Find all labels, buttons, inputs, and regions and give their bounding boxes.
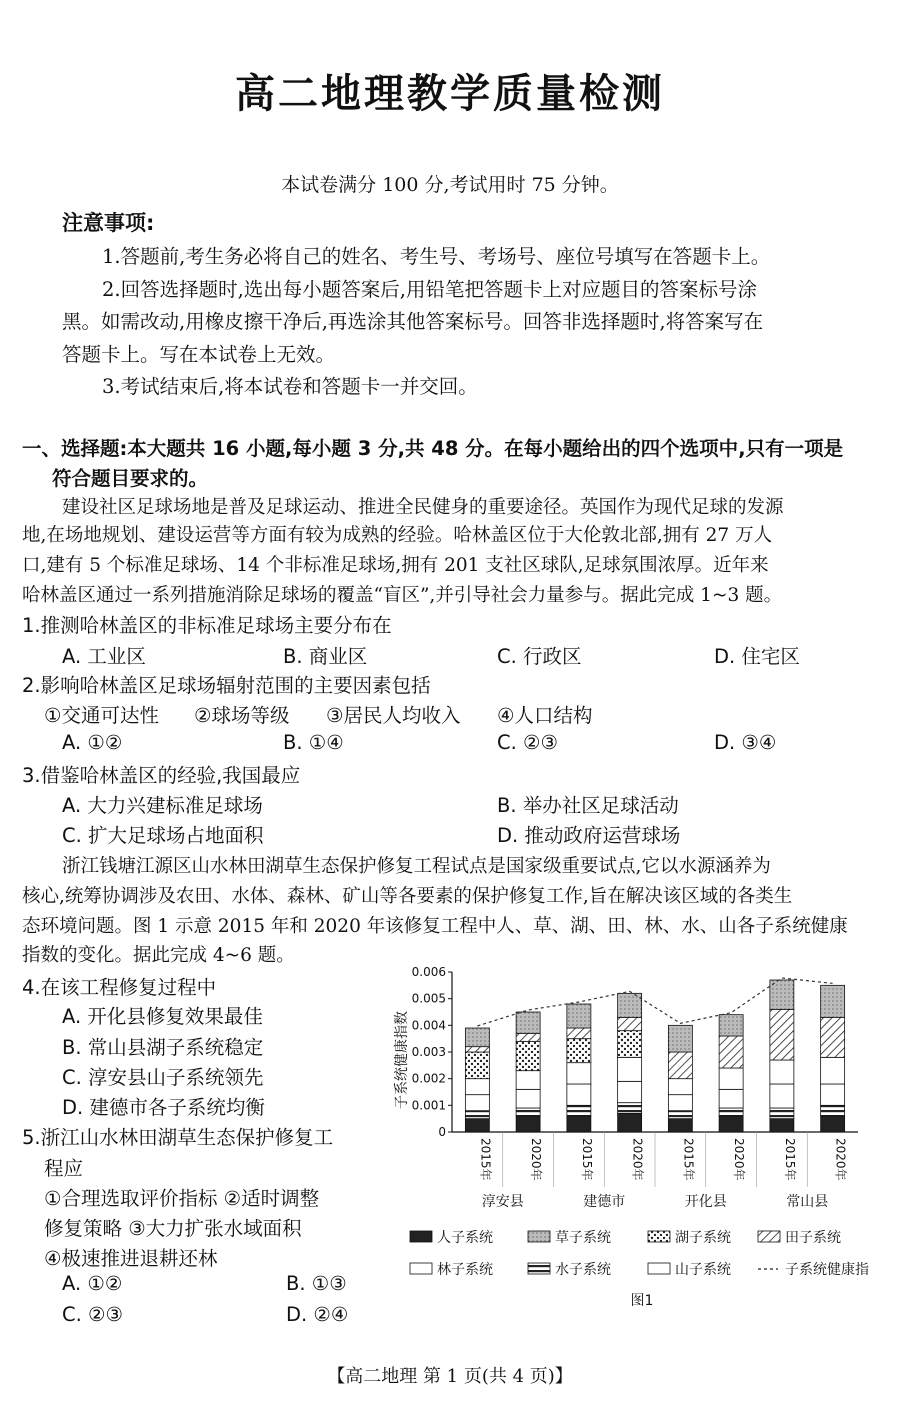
legend-label: 草子系统 (555, 1230, 611, 1246)
bar-segment (668, 1095, 692, 1111)
legend-swatch (528, 1263, 550, 1274)
legend-label: 林子系统 (437, 1262, 493, 1278)
y-tick-label: 0.003 (411, 1045, 446, 1059)
bar-segment (668, 1111, 692, 1119)
group-label: 常山县 (786, 1194, 829, 1210)
bar-segment (465, 1028, 489, 1047)
group-label: 开化县 (684, 1194, 727, 1210)
item: ④极速推进退耕还林 (44, 1247, 218, 1270)
page-footer: 【高二地理 第 1 页(共 4 页)】 (327, 1366, 573, 1387)
figure-caption: 图1 (630, 1293, 654, 1309)
bar-segment (465, 1111, 489, 1119)
y-tick-label: 0.002 (411, 1071, 446, 1086)
option: A. 大力兴建标准足球场 (62, 794, 263, 817)
item: ②球场等级 (194, 704, 290, 727)
bar-segment (516, 1116, 540, 1132)
passage-line: 地,在场地规划、建设运营等方面有较为成熟的经验。哈林盖区位于大伦敦北部,拥有 27 万人 (22, 525, 773, 546)
legend-swatch (410, 1231, 432, 1242)
bar-segment (668, 1052, 692, 1079)
bar-segment (719, 1068, 743, 1089)
bar-segment (821, 1105, 845, 1116)
bar-segment (567, 1084, 591, 1105)
page-title: 高二地理教学质量检测 (235, 71, 665, 117)
legend-label: 子系统健康指 (785, 1262, 869, 1278)
bar-segment (567, 1028, 591, 1039)
option: D. 住宅区 (714, 645, 800, 668)
bar-segment (770, 1060, 794, 1084)
bar-segment (465, 1052, 489, 1079)
y-tick-label: 0.004 (411, 1018, 446, 1033)
x-tick-label: 2015年 (579, 1138, 594, 1181)
bar-segment (821, 1017, 845, 1057)
notice-line: 答题卡上。写在本试卷上无效。 (62, 343, 336, 366)
legend-label: 山子系统 (675, 1262, 731, 1278)
bar-segment (668, 1079, 692, 1095)
bar-segment (567, 1039, 591, 1063)
question-2: 2.影响哈林盖区足球场辐射范围的主要因素包括 (22, 674, 431, 697)
x-tick-label: 2020年 (630, 1138, 645, 1181)
item: ③居民人均收入 (326, 704, 461, 727)
question-5-cont: 程应 (44, 1157, 84, 1180)
passage-line: 口,建有 5 个标准足球场、14 个非标准足球场,拥有 201 支社区球队,足球氛围浓厚。近年来 (22, 555, 769, 576)
option: A. ①② (62, 731, 123, 754)
bar-segment (770, 1119, 794, 1132)
question-5: 5.浙江山水林田湖草生态保护修复工 (22, 1126, 334, 1149)
legend-swatch (410, 1263, 432, 1274)
notice-line: 3.考试结束后,将本试卷和答题卡一并交回。 (102, 375, 478, 398)
bar-segment (719, 1116, 743, 1132)
bar-segment (719, 1108, 743, 1116)
bar-segment (618, 1103, 642, 1114)
notice-line: 2.回答选择题时,选出每小题答案后,用铅笔把答题卡上对应题目的答案标号涂 (102, 278, 758, 301)
section-heading: 符合题目要求的。 (52, 467, 209, 490)
x-tick-label: 2020年 (833, 1138, 848, 1181)
option: C. ②③ (62, 1303, 123, 1326)
group-label: 淳安县 (481, 1194, 524, 1210)
item: ④人口结构 (497, 704, 593, 727)
passage-line: 核心,统筹协调涉及农田、水体、森林、矿山等各要素的保护修复工作,旨在解决该区域的各类生 (22, 886, 793, 907)
x-tick-label: 2020年 (732, 1138, 747, 1181)
bar-segment (465, 1079, 489, 1095)
notice-line: 黑。如需改动,用橡皮擦干净后,再选涂其他答案标号。回答非选择题时,将答案写在 (62, 310, 764, 333)
item: ①合理选取评价指标 ②适时调整 (44, 1187, 320, 1210)
passage-line: 态环境问题。图 1 示意 2015 年和 2020 年该修复工程中人、草、湖、田、林、水、山各子系统健康 (22, 916, 848, 937)
bar-segment (567, 1004, 591, 1028)
passage-line: 哈林盖区通过一系列措施消除足球场的覆盖“盲区”,并引导社会力量参与。据此完成 1~3 题。 (22, 585, 783, 606)
section-heading: 一、选择题:本大题共 16 小题,每小题 3 分,共 48 分。在每小题给出的四个选项中,只有一项是 (22, 437, 844, 460)
option: A. 工业区 (62, 645, 146, 668)
legend-swatch (528, 1231, 550, 1242)
bar-segment (668, 1119, 692, 1132)
legend-label: 人子系统 (437, 1230, 493, 1246)
bar-segment (465, 1047, 489, 1052)
option: B. 举办社区足球活动 (497, 794, 679, 817)
legend-label: 湖子系统 (675, 1230, 731, 1246)
option: D. 推动政府运营球场 (497, 824, 681, 847)
bar-segment (618, 1031, 642, 1058)
bar-segment (770, 1084, 794, 1108)
bar-segment (516, 1041, 540, 1070)
bar-segment (516, 1071, 540, 1090)
y-axis-label: 子系统健康指数 (394, 1011, 410, 1109)
bar-segment (618, 1017, 642, 1030)
bar-segment (770, 1009, 794, 1060)
bar-segment (567, 1116, 591, 1132)
bar-segment (618, 1057, 642, 1081)
bar-segment (516, 1089, 540, 1108)
y-tick-label: 0.006 (411, 965, 446, 979)
stacked-bar-chart (380, 960, 895, 1320)
x-tick-label: 2015年 (782, 1138, 797, 1181)
option: D. ③④ (714, 731, 777, 754)
option: C. 淳安县山子系统领先 (62, 1066, 264, 1089)
option: B. 常山县湖子系统稳定 (62, 1036, 264, 1059)
y-tick-label: 0 (438, 1125, 446, 1139)
group-label: 建德市 (583, 1194, 626, 1210)
question-4: 4.在该工程修复过程中 (22, 976, 217, 999)
option: C. ②③ (497, 731, 558, 754)
x-tick-label: 2015年 (478, 1138, 493, 1181)
legend-swatch (648, 1263, 670, 1274)
option: D. 建德市各子系统均衡 (62, 1096, 265, 1119)
option: B. ①③ (286, 1272, 347, 1295)
option: C. 扩大足球场占地面积 (62, 824, 264, 847)
bar-segment (719, 1036, 743, 1068)
option: A. ①② (62, 1272, 123, 1295)
bar-segment (821, 1116, 845, 1132)
passage-line: 浙江钱塘江源区山水林田湖草生态保护修复工程试点是国家级重要试点,它以水源涵养为 (62, 856, 771, 877)
bar-segment (465, 1119, 489, 1132)
bar-segment (821, 1057, 845, 1084)
option: A. 开化县修复效果最佳 (62, 1005, 263, 1028)
bar-segment (821, 985, 845, 1017)
x-tick-label: 2020年 (529, 1138, 544, 1181)
bar-segment (516, 1012, 540, 1033)
notice-heading: 注意事项: (62, 211, 155, 235)
y-tick-label: 0.001 (411, 1098, 446, 1113)
legend-label: 水子系统 (555, 1262, 611, 1278)
y-tick-label: 0.005 (411, 991, 446, 1006)
bar-segment (618, 1081, 642, 1102)
bar-segment (567, 1105, 591, 1116)
x-tick-label: 2015年 (681, 1138, 696, 1181)
option: B. ①④ (283, 731, 344, 754)
option: B. 商业区 (283, 645, 368, 668)
bar-segment (821, 1084, 845, 1105)
bar-segment (516, 1108, 540, 1116)
bar-segment (770, 1108, 794, 1119)
legend-label: 田子系统 (785, 1230, 841, 1246)
option: C. 行政区 (497, 645, 582, 668)
question-3: 3.借鉴哈林盖区的经验,我国最应 (22, 764, 301, 787)
item: 修复策略 ③大力扩张水域面积 (44, 1217, 302, 1240)
bar-segment (516, 1033, 540, 1041)
bar-segment (719, 1089, 743, 1108)
exam-info: 本试卷满分 100 分,考试用时 75 分钟。 (281, 174, 619, 196)
bar-segment (668, 1025, 692, 1052)
bar-segment (719, 1015, 743, 1036)
bar-segment (465, 1095, 489, 1111)
option: D. ②④ (286, 1303, 349, 1326)
legend-swatch (758, 1231, 780, 1242)
item: ①交通可达性 (44, 704, 159, 727)
question-1: 1.推测哈林盖区的非标准足球场主要分布在 (22, 614, 392, 637)
bar-segment (567, 1063, 591, 1084)
bar-segment (618, 993, 642, 1017)
passage-line: 建设社区足球场地是普及足球运动、推进全民健身的重要途径。英国作为现代足球的发源 (62, 497, 784, 518)
legend-swatch (648, 1231, 670, 1242)
passage-line: 指数的变化。据此完成 4~6 题。 (22, 945, 295, 966)
bar-segment (618, 1113, 642, 1132)
notice-line: 1.答题前,考生务必将自己的姓名、考生号、考场号、座位号填写在答题卡上。 (102, 245, 771, 268)
